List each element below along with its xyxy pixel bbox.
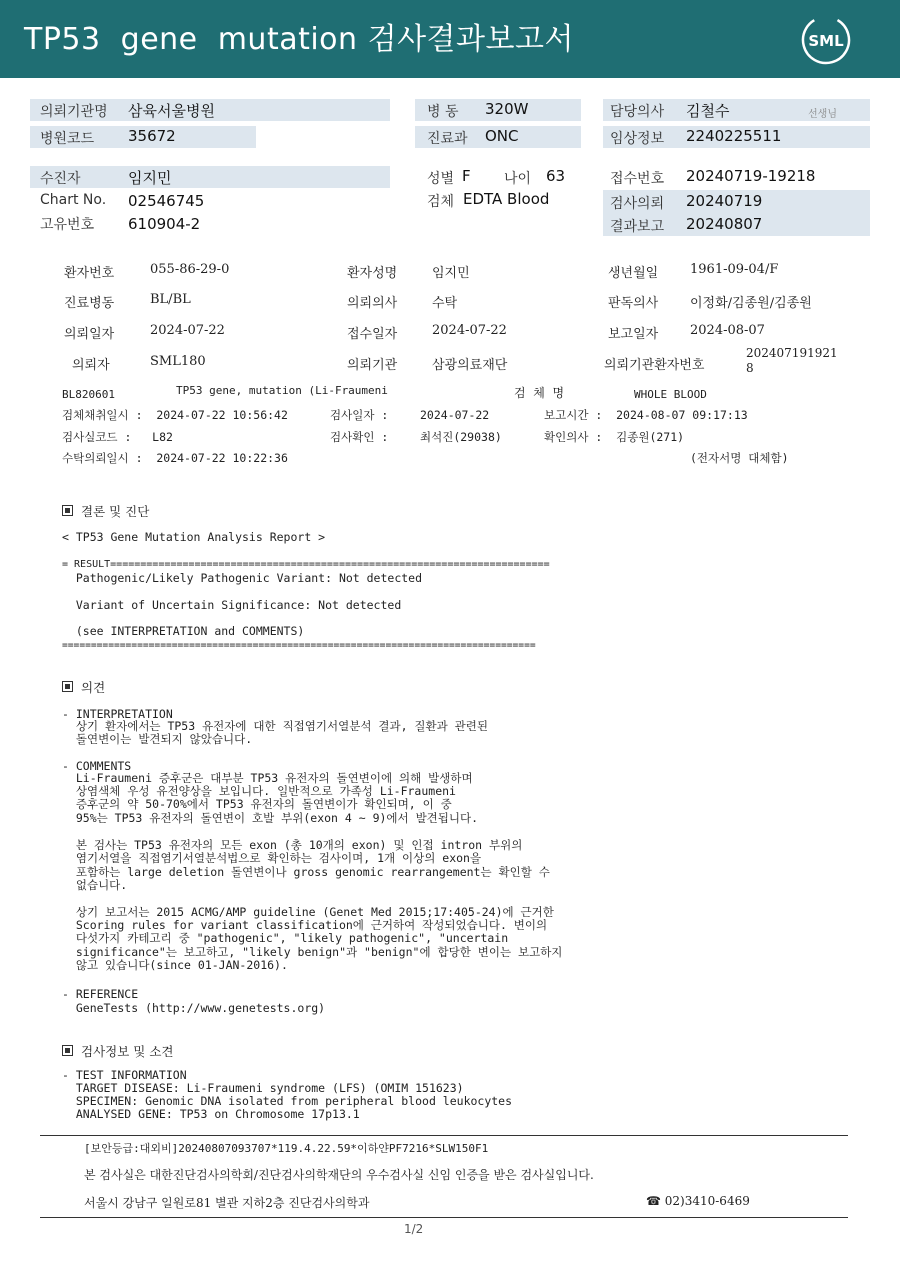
sex-value: F: [462, 167, 471, 185]
grid-label: 의뢰일자: [64, 327, 115, 342]
test-code: BL820601: [62, 388, 115, 401]
uid-value: 610904-2: [128, 215, 201, 233]
interp-line: 돌연변이는 발견되지 않았습니다.: [62, 732, 253, 746]
grid-value: SML180: [150, 354, 206, 369]
result-line: Variant of Uncertain Significance: Not detected: [62, 598, 402, 612]
doctor-label: 담당의사: [610, 104, 665, 120]
doctor-value: 김철수: [686, 102, 730, 120]
lab-code: 검사실코드 : L82: [62, 430, 173, 444]
grid-value: 8: [746, 361, 754, 375]
chart-value: 02546745: [128, 192, 205, 210]
report-date-label: 결과보고: [610, 219, 665, 235]
grid-label: 판독의사: [608, 296, 659, 311]
comment-line: 않고 있습니다(since 01-JAN-2016).: [62, 958, 288, 972]
grid-value: 수탁: [432, 296, 458, 311]
section-marker-icon: [62, 1045, 73, 1056]
ward-label: 병 동: [427, 104, 459, 120]
grid-value: 202407191921: [746, 346, 838, 360]
grid-value: 2024-07-22: [150, 323, 225, 338]
footer-bottom-rule: [40, 1217, 848, 1218]
report-time: 보고시간 : 2024-08-07 09:17:13: [544, 408, 748, 422]
grid-label: 접수일자: [347, 327, 398, 342]
certification-note: 본 검사실은 대한진단검사의학회/진단검사의학재단의 우수검사실 신임 인증을 받은 검사실입니다.: [84, 1168, 594, 1182]
comment-line: 상기 보고서는 2015 ACMG/AMP guideline (Genet Med 2015;17:405-24)에 근거한: [62, 905, 554, 919]
page-number: 1/2: [404, 1222, 424, 1236]
comment-line: 상염색체 우성 유전양상을 보입니다. 일반적으로 가족성 Li-Fraumeni: [62, 784, 456, 798]
logo-text: SML: [808, 32, 844, 50]
test-date-label: 검사일자 :: [330, 408, 389, 422]
grid-value: 1961-09-04/F: [690, 262, 779, 277]
grid-label: 의뢰기관: [347, 358, 398, 373]
analysis-report-title: < TP53 Gene Mutation Analysis Report >: [62, 530, 326, 544]
grid-label: 의뢰자: [72, 358, 110, 373]
req-date-value: 20240719: [686, 192, 763, 210]
result-line: Pathogenic/Likely Pathogenic Variant: Not detected: [62, 571, 423, 585]
comment-line: 95%는 TP53 유전자의 돌연변이 호발 부위(exon 4 ~ 9)에서 발견됩니다.: [62, 811, 479, 825]
grid-label: 보고일자: [608, 327, 659, 342]
test-info-line: SPECIMEN: Genomic DNA isolated from peripheral blood leukocytes: [62, 1094, 513, 1108]
reference-head: - REFERENCE: [62, 987, 139, 1001]
grid-value: 2024-08-07: [690, 323, 765, 338]
comment-line: Scoring rules for variant classification에 근거하여 작성되었습니다. 변이의: [62, 918, 548, 932]
grid-value: 2024-07-22: [432, 323, 507, 338]
report-title: TP53 gene mutation 검사결과보고서: [24, 22, 574, 57]
test-confirm-label: 검사확인 :: [330, 430, 389, 444]
patient-box: [30, 166, 390, 188]
grid-label: 환자번호: [64, 266, 115, 281]
e-signature: (전자서명 대체함): [690, 451, 789, 465]
recv-label: 접수번호: [610, 171, 665, 187]
security-line: [보안등급:대외비]20240807093707*119.4.22.59*이하얀PF7216*SLW150F1: [84, 1142, 489, 1155]
patient-label: 수진자: [40, 171, 81, 187]
comment-line: 본 검사는 TP53 유전자의 모든 exon (총 10개의 exon) 및 인접 intron 부위의: [62, 838, 523, 852]
age-label: 나이: [504, 171, 532, 187]
lab-address: 서울시 강남구 일원로81 별관 지하2층 진단검사의학과: [84, 1196, 370, 1210]
footer-top-rule: [40, 1135, 848, 1136]
comment-line: 다섯가지 카테고리 중 "pathogenic", "likely pathogenic", "uncertain: [62, 931, 509, 945]
section-conclusion: 결론 및 진단: [62, 502, 149, 520]
result-head: = RESULT=========================================================================: [62, 559, 550, 570]
collect-time: 검체채취일시 : 2024-07-22 10:56:42: [62, 408, 288, 422]
hosp-code-value: 35672: [128, 127, 176, 145]
grid-label: 환자성명: [347, 266, 398, 281]
section-marker-icon: [62, 505, 73, 516]
grid-label: 의뢰기관환자번호: [604, 358, 705, 373]
reference-line: GeneTests (http://www.genetests.org): [62, 1001, 326, 1015]
lab-phone: ☎ 02)3410-6469: [646, 1194, 750, 1208]
grid-value: 임지민: [432, 266, 470, 281]
req-inst-label: 의뢰기관명: [40, 104, 108, 120]
chart-label: Chart No.: [40, 192, 107, 208]
age-value: 63: [546, 167, 566, 185]
section-marker-icon: [62, 681, 73, 692]
clinical-label: 임상정보: [610, 131, 665, 147]
test-info-line: ANALYSED GENE: TP53 on Chromosome 17p13.1: [62, 1107, 360, 1121]
dept-label: 진료과: [427, 131, 468, 147]
report-date-value: 20240807: [686, 215, 763, 233]
patient-value: 임지민: [128, 169, 172, 187]
grid-value: 055-86-29-0: [150, 262, 230, 277]
grid-value: BL/BL: [150, 292, 191, 307]
specimen-name: WHOLE BLOOD: [634, 388, 707, 401]
test-confirm: 최석진(29038): [420, 430, 502, 444]
interp-line: 상기 환자에서는 TP53 유전자에 대한 직접염기서열분석 결과, 질환과 관련된: [62, 719, 489, 733]
clinical-value: 2240225511: [686, 127, 782, 145]
header-banner: [0, 0, 900, 78]
recv-value: 20240719-19218: [686, 167, 816, 185]
consign-time: 수탁의뢰일시 : 2024-07-22 10:22:36: [62, 451, 288, 465]
specimen-value: EDTA Blood: [463, 190, 550, 208]
comment-line: significance"는 보고하고, "likely benign"과 "benign"에 합당한 변이는 보고하지: [62, 945, 563, 959]
specimen-label: 검체: [427, 194, 455, 210]
comment-line: 증후군의 약 50-70%에서 TP53 유전자의 돌연변이가 확인되며, 이 중: [62, 797, 452, 811]
test-info-head: - TEST INFORMATION: [62, 1068, 187, 1082]
grid-label: 의뢰의사: [347, 296, 398, 311]
grid-label: 생년월일: [608, 266, 659, 281]
grid-label: 진료병동: [64, 296, 115, 311]
sex-label: 성별: [427, 171, 455, 187]
section-test-info: 검사정보 및 소견: [62, 1042, 173, 1060]
specimen-name-label: 검 체 명: [514, 386, 565, 400]
comment-line: 염기서열을 직접염기서열분석법으로 확인하는 검사이며, 1개 이상의 exon을: [62, 851, 482, 865]
req-date-label: 검사의뢰: [610, 196, 665, 212]
req-inst-value: 삼육서울병원: [128, 102, 215, 120]
sml-logo: [800, 14, 852, 66]
test-name: TP53 gene, mutation (Li-Fraumeni: [176, 384, 388, 397]
test-info-line: TARGET DISEASE: Li-Fraumeni syndrome (LFS) (OMIM 151623): [62, 1081, 464, 1095]
doctor-suffix: 선생님: [808, 109, 837, 120]
grid-value: 이정화/김종원/김종원: [690, 296, 812, 311]
grid-value: 삼광의료재단: [432, 358, 508, 373]
comment-line: Li-Fraumeni 증후군은 대부분 TP53 유전자의 돌연변이에 의해 발생하며: [62, 771, 473, 785]
uid-label: 고유번호: [40, 217, 95, 233]
result-end: ==================================================================================: [62, 640, 536, 651]
result-line: (see INTERPRETATION and COMMENTS): [62, 624, 305, 638]
dept-value: ONC: [485, 127, 519, 145]
interp-head: - INTERPRETATION: [62, 707, 173, 721]
ward-value: 320W: [485, 100, 529, 118]
confirm-doctor: 확인의사 : 김종원(271): [544, 430, 685, 444]
comment-line: 포함하는 large deletion 돌연변이나 gross genomic rearrangement는 확인할 수: [62, 865, 550, 879]
comments-head: - COMMENTS: [62, 759, 132, 773]
hosp-code-label: 병원코드: [40, 131, 95, 147]
test-date: 2024-07-22: [420, 408, 490, 422]
comment-line: 없습니다.: [62, 878, 128, 892]
section-opinion: 의견: [62, 678, 105, 696]
